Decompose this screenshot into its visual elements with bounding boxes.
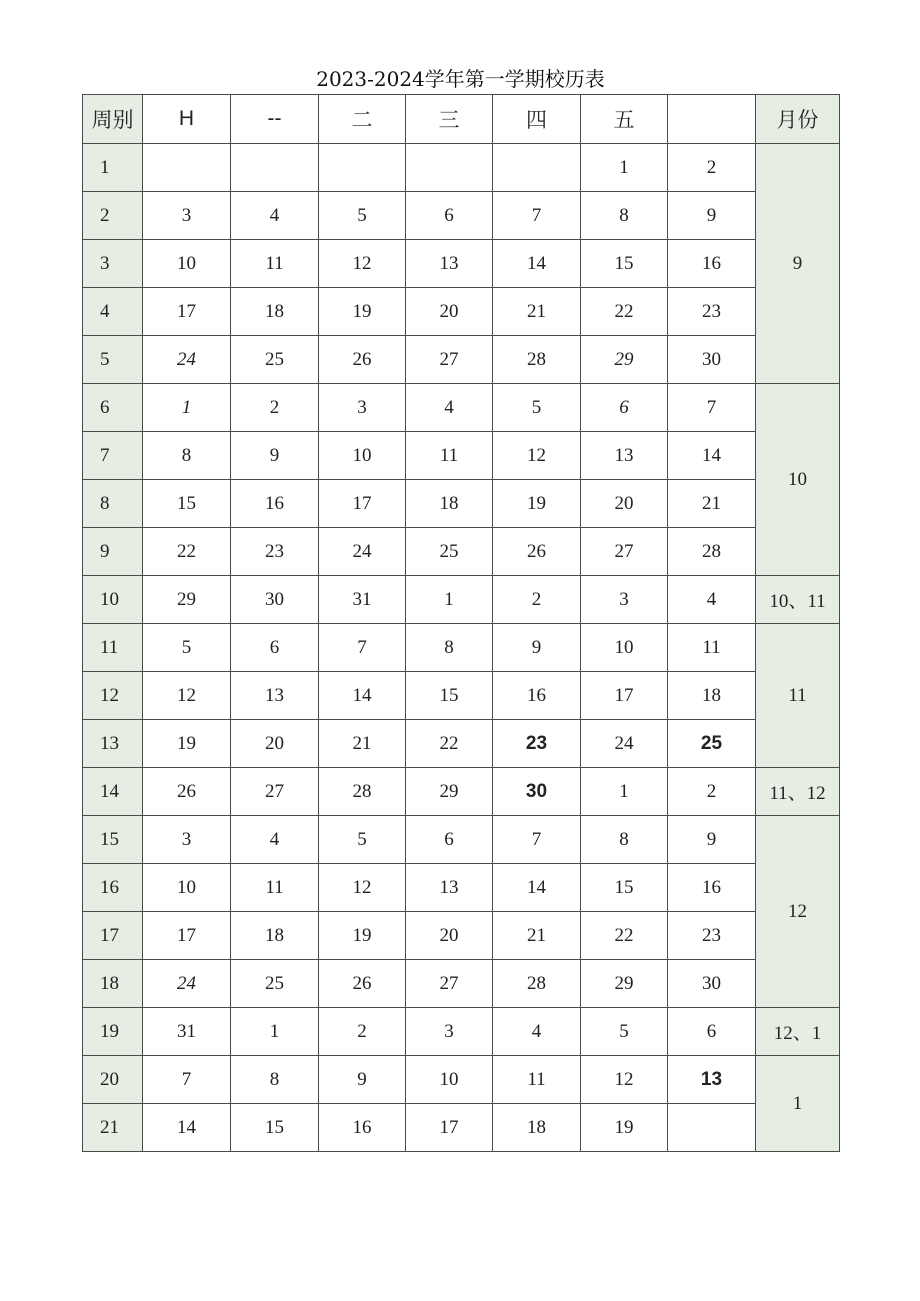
day-cell: 13 [668,1056,756,1104]
day-cell: 3 [143,816,231,864]
day-cell: 12 [581,1056,668,1104]
day-cell: 16 [668,864,756,912]
day-cell: 20 [581,480,668,528]
day-cell: 17 [143,288,231,336]
day-cell: 4 [406,384,493,432]
day-header-7 [668,95,756,144]
day-cell: 23 [231,528,319,576]
day-cell: 29 [581,336,668,384]
day-cell: 10 [143,240,231,288]
day-cell: 18 [668,672,756,720]
day-cell: 15 [581,240,668,288]
week-number: 9 [83,528,143,576]
day-cell: 14 [493,240,581,288]
day-cell: 19 [319,288,406,336]
day-cell: 30 [493,768,581,816]
day-cell: 22 [406,720,493,768]
day-cell: 17 [406,1104,493,1152]
day-cell: 5 [319,192,406,240]
day-cell: 3 [406,1008,493,1056]
week-number: 10 [83,576,143,624]
day-cell: 28 [668,528,756,576]
day-cell: 26 [493,528,581,576]
day-cell: 24 [581,720,668,768]
day-cell: 3 [581,576,668,624]
day-cell: 3 [319,384,406,432]
day-cell: 8 [581,192,668,240]
day-cell: 22 [581,912,668,960]
day-cell: 18 [493,1104,581,1152]
week-row [83,624,840,672]
day-cell [406,144,493,192]
day-cell: 16 [668,240,756,288]
day-cell: 9 [231,432,319,480]
day-cell: 2 [319,1008,406,1056]
week-row [83,1104,840,1152]
month-cell: 9 [756,144,840,384]
week-number: 2 [83,192,143,240]
day-cell: 30 [231,576,319,624]
day-cell: 26 [319,960,406,1008]
day-cell: 17 [143,912,231,960]
day-cell: 22 [143,528,231,576]
day-header-1: H [143,95,231,144]
week-row [83,816,840,864]
day-cell: 4 [231,192,319,240]
day-cell: 1 [406,576,493,624]
day-header-2: -- [231,95,319,144]
day-cell: 28 [493,960,581,1008]
day-cell: 27 [406,960,493,1008]
day-cell: 13 [581,432,668,480]
day-cell: 12 [143,672,231,720]
day-cell: 5 [143,624,231,672]
day-cell: 21 [668,480,756,528]
day-cell: 30 [668,336,756,384]
day-cell: 14 [493,864,581,912]
day-cell: 11 [493,1056,581,1104]
day-cell: 15 [143,480,231,528]
week-number: 11 [83,624,143,672]
week-number: 21 [83,1104,143,1152]
day-cell [493,144,581,192]
week-row [83,144,840,192]
day-cell: 31 [143,1008,231,1056]
header-row [83,95,840,144]
day-cell: 8 [406,624,493,672]
week-number: 3 [83,240,143,288]
day-cell: 28 [319,768,406,816]
day-cell: 10 [406,1056,493,1104]
day-cell: 2 [668,144,756,192]
month-cell: 11、12 [756,768,840,816]
day-cell: 27 [406,336,493,384]
day-cell: 15 [581,864,668,912]
day-cell: 20 [231,720,319,768]
day-cell: 12 [319,240,406,288]
day-cell: 29 [143,576,231,624]
day-cell: 20 [406,912,493,960]
day-cell: 16 [231,480,319,528]
week-number: 15 [83,816,143,864]
day-cell: 1 [581,768,668,816]
day-cell: 6 [231,624,319,672]
day-cell: 29 [406,768,493,816]
day-cell [143,144,231,192]
week-row [83,528,840,576]
day-cell: 2 [231,384,319,432]
day-cell: 25 [231,960,319,1008]
week-row [83,912,840,960]
week-row [83,720,840,768]
day-cell: 3 [143,192,231,240]
day-cell: 11 [231,240,319,288]
day-cell: 16 [319,1104,406,1152]
day-cell: 7 [143,1056,231,1104]
month-cell: 12 [756,816,840,1008]
day-cell: 28 [493,336,581,384]
day-cell: 11 [406,432,493,480]
week-row [83,288,840,336]
week-number: 5 [83,336,143,384]
day-cell: 25 [231,336,319,384]
day-cell: 23 [668,912,756,960]
week-row [83,384,840,432]
day-cell: 15 [231,1104,319,1152]
day-cell: 19 [493,480,581,528]
day-cell: 15 [406,672,493,720]
day-cell: 17 [319,480,406,528]
week-number: 6 [83,384,143,432]
day-cell: 1 [581,144,668,192]
day-cell: 6 [668,1008,756,1056]
day-cell: 10 [581,624,668,672]
month-cell: 12、1 [756,1008,840,1056]
day-cell: 9 [668,816,756,864]
day-cell: 9 [319,1056,406,1104]
week-row [83,432,840,480]
week-number: 20 [83,1056,143,1104]
day-header-3: 二 [319,95,406,144]
day-header-6: 五 [581,95,668,144]
day-cell: 27 [581,528,668,576]
day-cell: 6 [581,384,668,432]
day-cell: 26 [143,768,231,816]
day-cell: 17 [581,672,668,720]
day-cell: 6 [406,192,493,240]
week-row [83,768,840,816]
day-cell: 23 [668,288,756,336]
day-cell: 13 [406,864,493,912]
day-cell: 5 [319,816,406,864]
week-row [83,1056,840,1104]
day-cell: 1 [231,1008,319,1056]
week-row [83,480,840,528]
day-cell: 25 [668,720,756,768]
day-cell: 13 [231,672,319,720]
day-cell: 19 [319,912,406,960]
day-cell: 27 [231,768,319,816]
day-cell: 18 [406,480,493,528]
week-row [83,864,840,912]
day-cell: 21 [319,720,406,768]
day-cell [319,144,406,192]
day-cell: 18 [231,912,319,960]
month-cell: 10、11 [756,576,840,624]
week-number: 13 [83,720,143,768]
day-cell: 4 [668,576,756,624]
day-header-4: 三 [406,95,493,144]
month-cell: 1 [756,1056,840,1152]
day-cell: 18 [231,288,319,336]
day-cell: 10 [143,864,231,912]
day-cell: 31 [319,576,406,624]
day-cell: 19 [581,1104,668,1152]
day-cell: 11 [668,624,756,672]
day-cell: 21 [493,912,581,960]
day-cell: 14 [319,672,406,720]
calendar-title: 2023-2024学年第一学期校历表 [316,67,605,91]
day-cell: 26 [319,336,406,384]
month-cell: 11 [756,624,840,768]
day-cell: 8 [231,1056,319,1104]
week-row [83,192,840,240]
week-row [83,672,840,720]
day-cell: 29 [581,960,668,1008]
day-header-5: 四 [493,95,581,144]
day-cell: 8 [581,816,668,864]
day-cell: 6 [406,816,493,864]
week-header: 周别 [83,95,143,144]
day-cell [231,144,319,192]
day-cell: 10 [319,432,406,480]
day-cell: 8 [143,432,231,480]
school-calendar-table [82,94,840,1152]
week-row [83,576,840,624]
week-number: 4 [83,288,143,336]
day-cell: 12 [493,432,581,480]
day-cell: 14 [143,1104,231,1152]
day-cell: 7 [668,384,756,432]
day-cell: 24 [143,960,231,1008]
day-cell: 5 [493,384,581,432]
day-cell: 12 [319,864,406,912]
day-cell: 4 [231,816,319,864]
day-cell: 14 [668,432,756,480]
week-row [83,240,840,288]
week-row [83,960,840,1008]
day-cell: 24 [319,528,406,576]
day-cell: 5 [581,1008,668,1056]
week-number: 8 [83,480,143,528]
month-header: 月份 [756,95,840,144]
day-cell: 24 [143,336,231,384]
week-number: 17 [83,912,143,960]
day-cell: 2 [493,576,581,624]
day-cell: 13 [406,240,493,288]
week-number: 18 [83,960,143,1008]
week-number: 19 [83,1008,143,1056]
week-number: 7 [83,432,143,480]
day-cell: 25 [406,528,493,576]
day-cell: 4 [493,1008,581,1056]
day-cell [668,1104,756,1152]
day-cell: 16 [493,672,581,720]
day-cell: 20 [406,288,493,336]
day-cell: 19 [143,720,231,768]
day-cell: 30 [668,960,756,1008]
day-cell: 22 [581,288,668,336]
week-number: 12 [83,672,143,720]
day-cell: 11 [231,864,319,912]
day-cell: 21 [493,288,581,336]
day-cell: 23 [493,720,581,768]
week-row [83,1008,840,1056]
day-cell: 2 [668,768,756,816]
week-number: 16 [83,864,143,912]
week-row [83,336,840,384]
month-cell: 10 [756,384,840,576]
day-cell: 7 [493,192,581,240]
week-number: 14 [83,768,143,816]
day-cell: 1 [143,384,231,432]
day-cell: 7 [493,816,581,864]
day-cell: 9 [493,624,581,672]
day-cell: 7 [319,624,406,672]
day-cell: 9 [668,192,756,240]
week-number: 1 [83,144,143,192]
